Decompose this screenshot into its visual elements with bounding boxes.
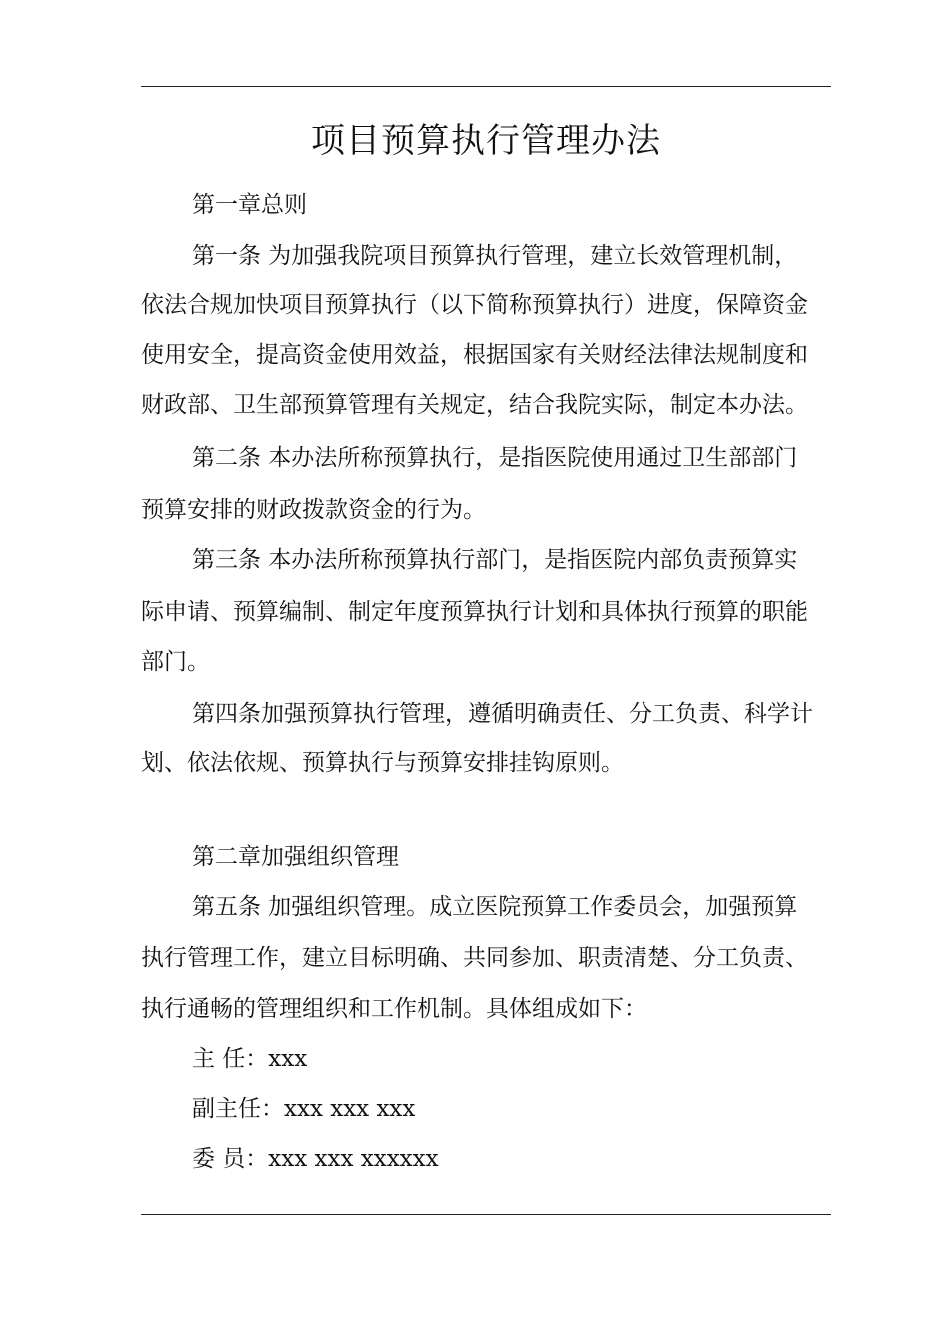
article-1-line-3: 使用安全，提高资金使用效益，根据国家有关财经法律法规制度和	[141, 342, 808, 368]
member-director: 主 任：xxx	[192, 1046, 308, 1072]
member-deputy-director: 副主任：xxx xxx xxx	[192, 1096, 416, 1122]
article-2-line-2: 预算安排的财政拨款资金的行为。	[141, 497, 486, 523]
article-1-line-2: 依法合规加快项目预算执行（以下简称预算执行）进度，保障资金	[141, 292, 808, 318]
article-4-line-1: 第四条加强预算执行管理，遵循明确责任、分工负责、科学计	[192, 701, 813, 727]
member-committee: 委 员：xxx xxx xxxxxx	[192, 1146, 439, 1172]
article-5-line-1: 第五条 加强组织管理。成立医院预算工作委员会，加强预算	[192, 894, 798, 920]
footer-rule	[141, 1214, 831, 1215]
article-1-line-4: 财政部、卫生部预算管理有关规定，结合我院实际，制定本办法。	[141, 392, 808, 418]
article-3-line-2: 际申请、预算编制、制定年度预算执行计划和具体执行预算的职能	[141, 599, 808, 625]
document-title: 项目预算执行管理办法	[311, 121, 661, 161]
header-rule	[141, 86, 831, 87]
article-2-line-1: 第二条 本办法所称预算执行，是指医院使用通过卫生部部门	[192, 445, 798, 471]
article-5-line-3: 执行通畅的管理组织和工作机制。具体组成如下：	[141, 996, 647, 1022]
chapter-2-heading: 第二章加强组织管理	[192, 844, 399, 870]
article-3-line-1: 第三条 本办法所称预算执行部门，是指医院内部负责预算实	[192, 547, 798, 573]
article-4-line-2: 划、依法依规、预算执行与预算安排挂钩原则。	[141, 750, 624, 776]
article-5-line-2: 执行管理工作，建立目标明确、共同参加、职责清楚、分工负责、	[141, 945, 808, 971]
article-3-line-3: 部门。	[141, 649, 210, 675]
chapter-1-heading: 第一章总则	[192, 192, 307, 218]
article-1-line-1: 第一条 为加强我院项目预算执行管理，建立长效管理机制，	[192, 243, 798, 269]
